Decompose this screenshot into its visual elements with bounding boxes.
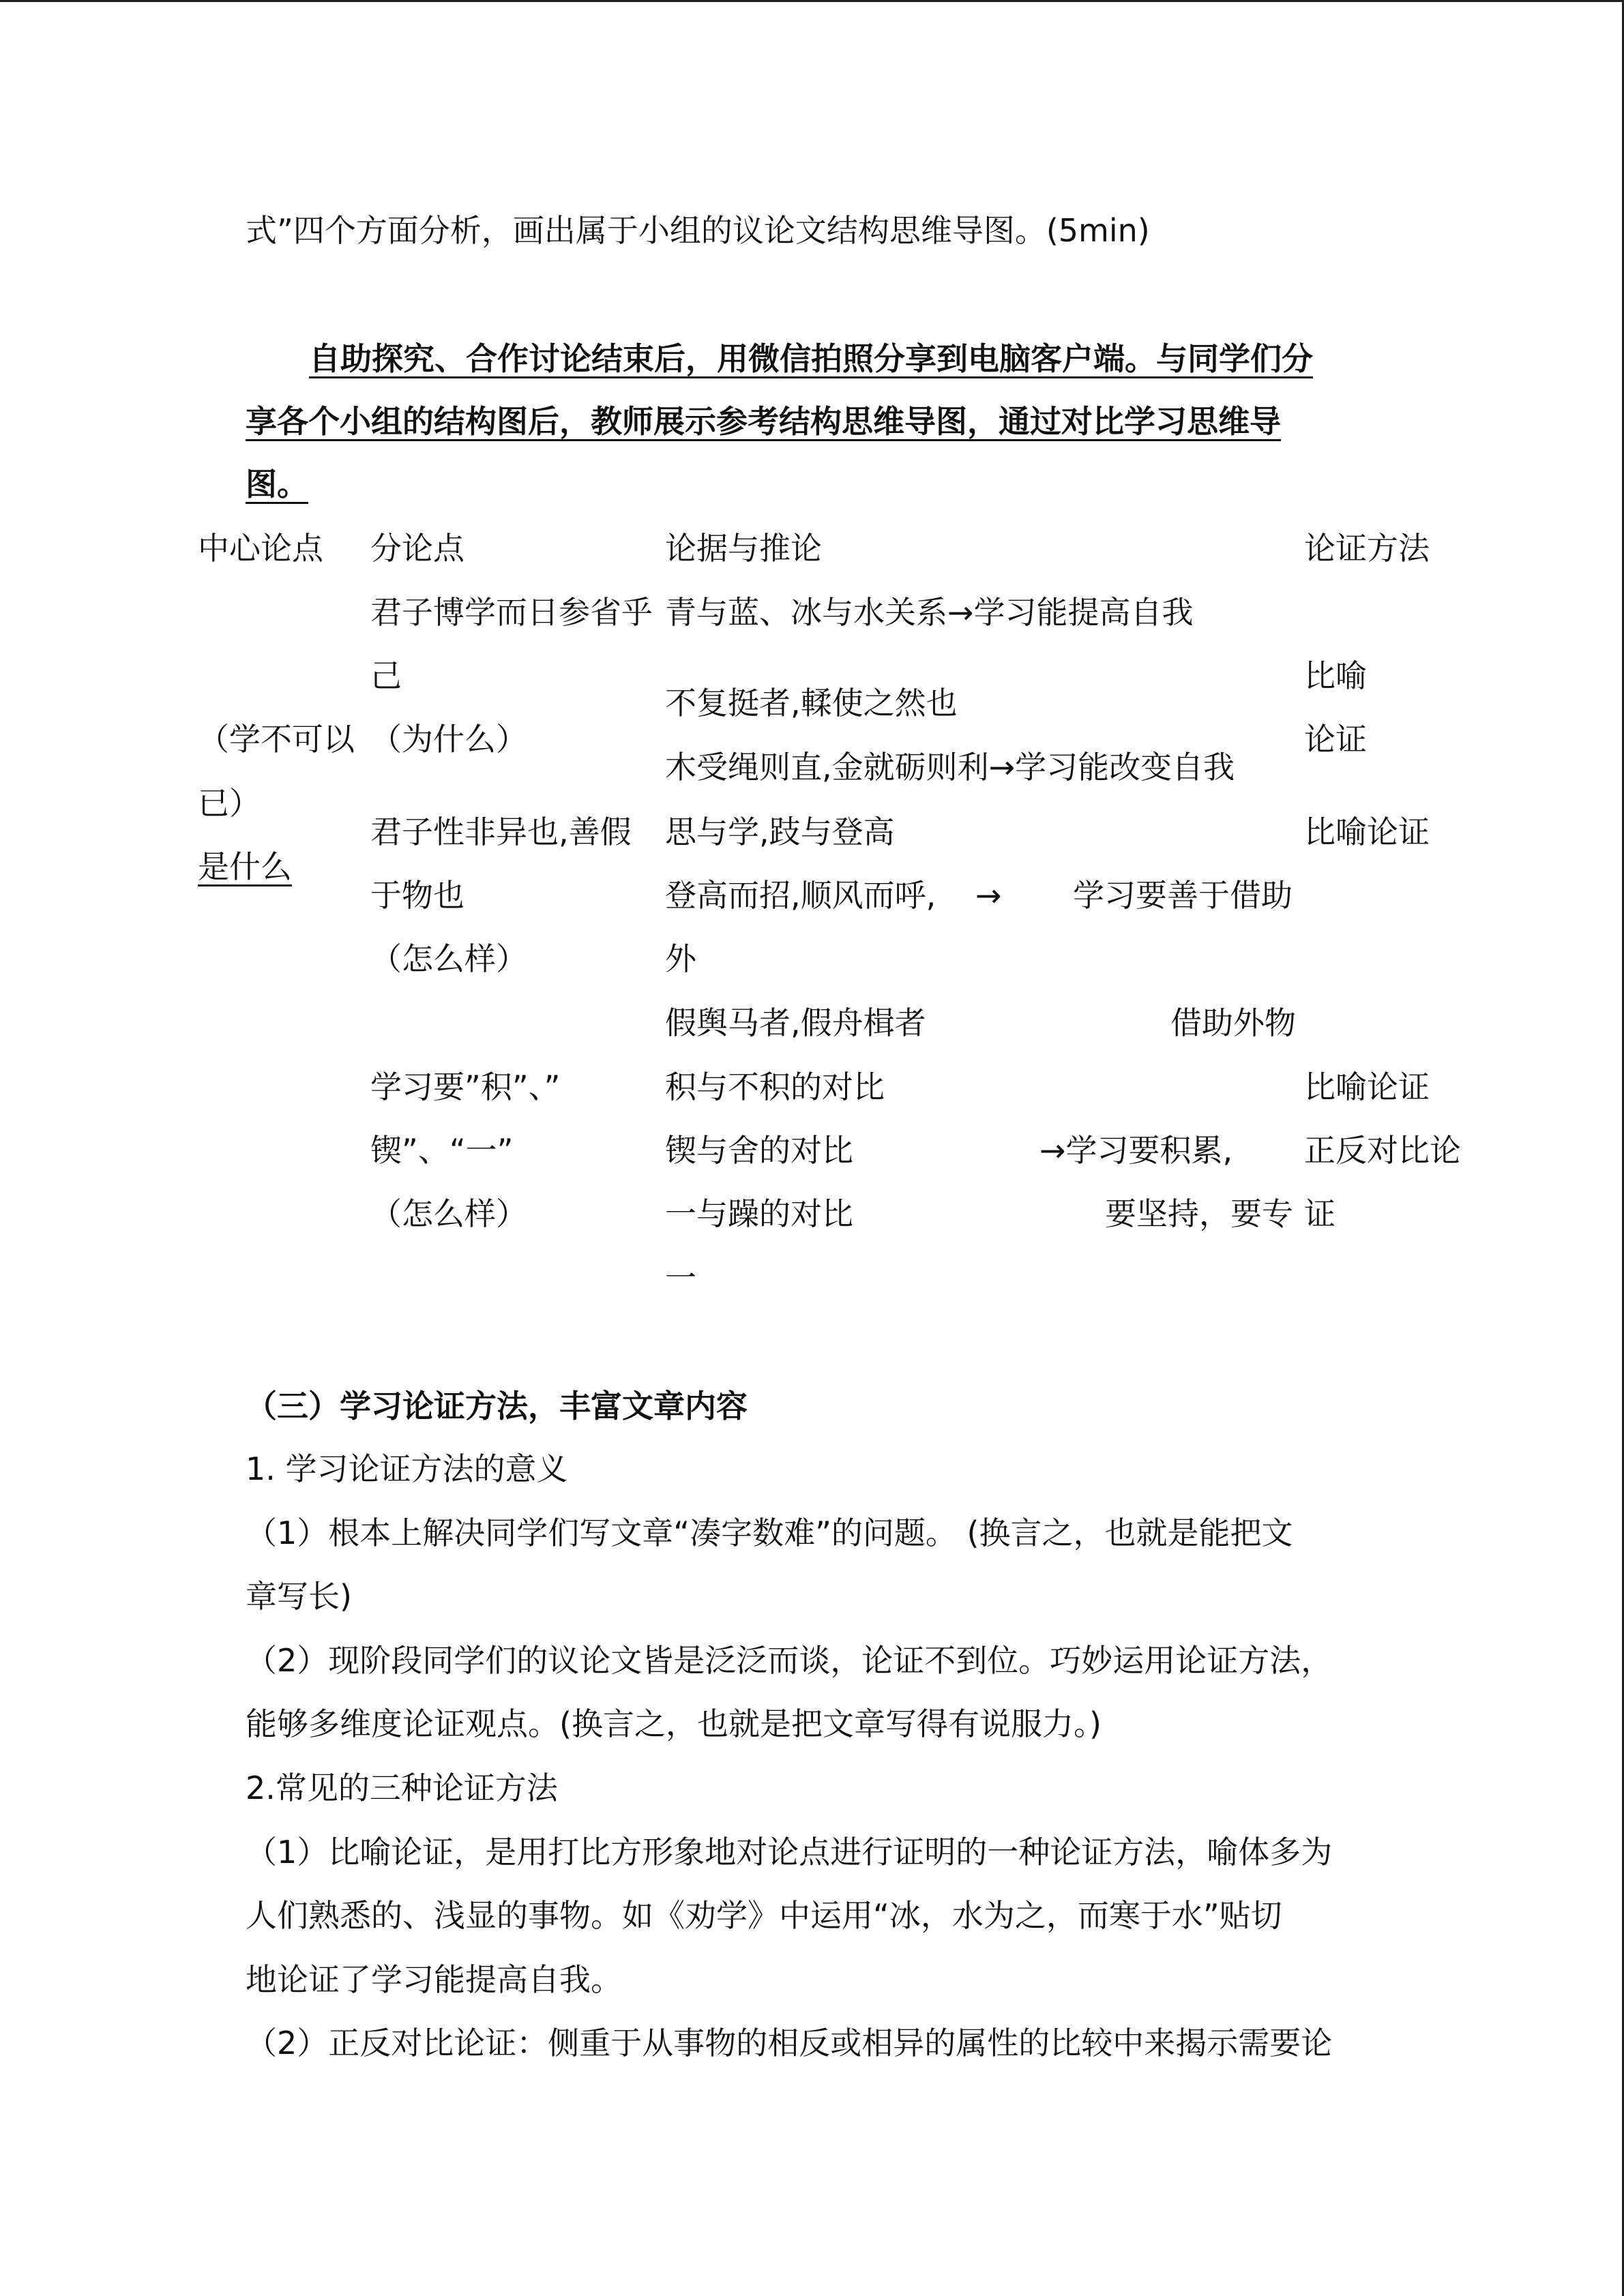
header-method: 论证方法 bbox=[1304, 530, 1430, 567]
task-line-2: 享各个小组的结构图后，教师展示参考结构思维导图，通过对比学习思维导 bbox=[246, 403, 1281, 440]
method-1-line-2: 论证 bbox=[1304, 721, 1367, 758]
sub-point-a-line-3: （为什么） bbox=[370, 721, 527, 758]
paragraph-3-line-2: 人们熟悉的、浅显的事物。如《劝学》中运用“冰，水为之，而寒于水”贴切 bbox=[246, 1897, 1282, 1934]
task-line-3: 图。 bbox=[246, 466, 308, 503]
paragraph-3-line-3: 地论证了学习能提高自我。 bbox=[246, 1961, 622, 1998]
paragraph-2-line-1: （2）现阶段同学们的议论文皆是泛泛而谈，论证不到位。巧妙运用论证方法， bbox=[246, 1642, 1333, 1679]
paragraph-2-line-2: 能够多维度论证观点。(换言之，也就是把文章写得有说服力。) bbox=[246, 1705, 1102, 1742]
evidence-line-2: 不复挺者,輮使之然也 bbox=[665, 685, 958, 721]
evidence-line-7b: 借助外物 bbox=[1170, 1004, 1296, 1041]
sub-point-c-line-3: （怎么样） bbox=[370, 1195, 527, 1232]
evidence-line-9b: →学习要积累, bbox=[1039, 1132, 1233, 1169]
paragraph-3-line-1: （1）比喻论证，是用打比方形象地对论点进行证明的一种论证方法，喻体多为 bbox=[246, 1834, 1333, 1870]
page-border-top bbox=[0, 0, 1624, 2]
header-center-point: 中心论点 bbox=[198, 530, 323, 567]
method-3: 比喻论证 bbox=[1304, 1069, 1430, 1105]
header-sub-point: 分论点 bbox=[370, 530, 464, 567]
paragraph-1-line-2: 章写长) bbox=[246, 1578, 352, 1615]
header-evidence: 论据与推论 bbox=[665, 530, 822, 567]
evidence-line-9a: 锲与舍的对比 bbox=[665, 1132, 853, 1169]
evidence-line-10a: 一与躁的对比 bbox=[665, 1195, 853, 1232]
evidence-line-3: 木受绳则直,金就砺则利→学习能改变自我 bbox=[665, 749, 1235, 786]
evidence-line-10b: 要坚持，要专 bbox=[1105, 1195, 1293, 1232]
section-3-subheading-1: 1. 学习论证方法的意义 bbox=[246, 1450, 568, 1487]
center-point-line-2: 已） bbox=[198, 785, 261, 822]
paragraph-1-line-1: （1）根本上解决同学们写文章“凑字数难”的问题。 (换言之，也就是能把文 bbox=[246, 1515, 1293, 1551]
center-point-line-3: 是什么 bbox=[198, 848, 292, 885]
sub-point-b-line-1: 君子性非异也,善假 bbox=[370, 814, 632, 850]
sub-point-c-line-2: 锲”、“一” bbox=[370, 1132, 514, 1169]
section-3-subheading-2: 2.常见的三种论证方法 bbox=[246, 1770, 558, 1806]
paragraph-4-line-1: （2）正反对比论证：侧重于从事物的相反或相异的属性的比较中来揭示需要论 bbox=[246, 2025, 1333, 2061]
evidence-line-7a: 假舆马者,假舟楫者 bbox=[665, 1004, 926, 1041]
evidence-line-4: 思与学,跂与登高 bbox=[665, 814, 895, 850]
sub-point-c-line-1: 学习要”积”、” bbox=[370, 1069, 561, 1105]
method-4-line-1: 正反对比论 bbox=[1304, 1132, 1461, 1169]
method-4-line-2: 证 bbox=[1304, 1195, 1335, 1232]
intro-line: 式”四个方面分析，画出属于小组的议论文结构思维导图。(5min) bbox=[246, 212, 1150, 249]
sub-point-a-line-1: 君子博学而日参省乎 bbox=[370, 594, 653, 631]
section-3-title: （三）学习论证方法，丰富文章内容 bbox=[246, 1388, 748, 1425]
evidence-line-5c: 学习要善于借助 bbox=[1073, 877, 1293, 914]
method-2: 比喻论证 bbox=[1304, 814, 1430, 850]
evidence-line-6: 外 bbox=[665, 940, 696, 977]
method-1-line-1: 比喻 bbox=[1304, 657, 1367, 694]
sub-point-b-line-3: （怎么样） bbox=[370, 940, 527, 977]
evidence-line-1: 青与蓝、冰与水关系→学习能提高自我 bbox=[665, 594, 1194, 631]
sub-point-b-line-2: 于物也 bbox=[370, 877, 464, 914]
evidence-line-5a: 登高而招,顺风而呼, bbox=[665, 877, 936, 914]
evidence-line-8: 积与不积的对比 bbox=[665, 1069, 885, 1105]
sub-point-a-line-2: 己 bbox=[370, 657, 402, 694]
evidence-arrow-5: → bbox=[975, 877, 1002, 914]
center-point-line-1: （学不可以 bbox=[198, 721, 355, 758]
evidence-line-11: 一 bbox=[665, 1259, 696, 1296]
task-line-1: 自助探究、合作讨论结束后，用微信拍照分享到电脑客户端。与同学们分 bbox=[309, 340, 1313, 377]
